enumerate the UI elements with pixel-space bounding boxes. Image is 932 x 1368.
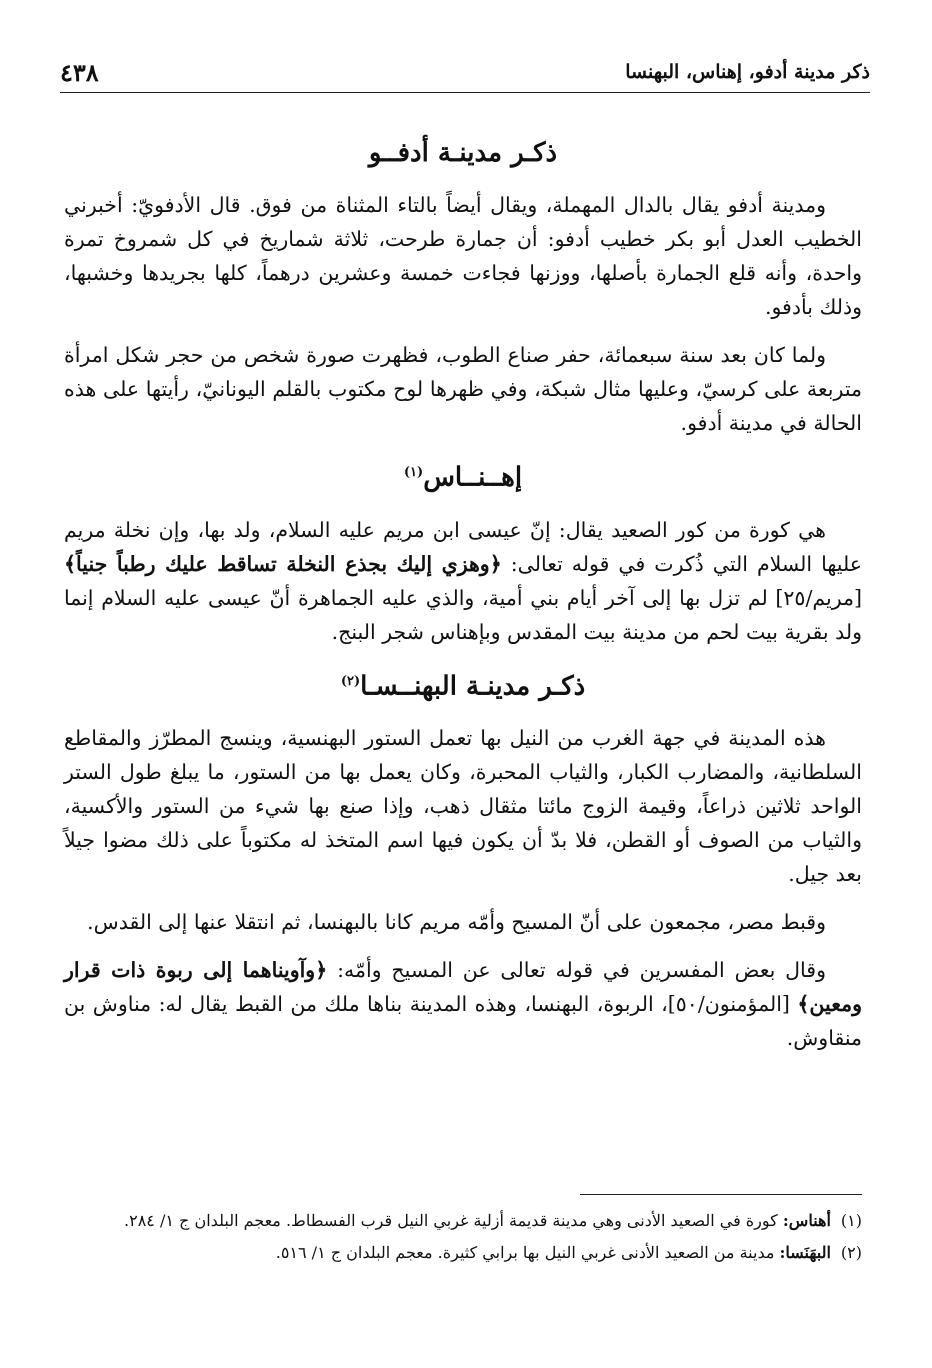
page-number: ٤٣٨ (60, 57, 99, 87)
paragraph-text: وقبط مصر، مجمعون على أنّ المسيح وأمّه مريم كانا بالبهنسا، ثم انتقلا عنها إلى القدس. (87, 910, 826, 935)
footnote-number: (٢) (840, 1243, 862, 1262)
footnotes (64, 1206, 862, 1270)
page-header (60, 52, 870, 93)
section-heading-text: إهــنــاس (423, 462, 523, 493)
paragraph-text: وقال بعض المفسرين في قوله تعالى عن المسيح وأمّه: (327, 958, 826, 983)
footnote-marker: (١) (403, 465, 424, 480)
paragraph (64, 905, 862, 939)
footnote-term: البهَنَسا: (779, 1243, 831, 1262)
paragraph (64, 953, 862, 1055)
paragraph (64, 721, 862, 891)
section-heading-text: ذكـر مدينـة أدفــو (368, 138, 558, 168)
footnote-text (64, 1206, 831, 1236)
section-heading-text: ذكـر مدينـة البهنــسـا (360, 671, 586, 702)
section-heading (64, 454, 862, 497)
footnote (64, 1238, 862, 1268)
footnote-body: كورة في الصعيد الأدنى وهي مدينة قديمة أزلية غربي النيل قرب الفسطاط. معجم البلدان ج ١/ ٢٨٤. (124, 1211, 783, 1230)
paragraph-text: هذه المدينة في جهة الغرب من النيل بها تعمل الستور البهنسية، وينسج المطرّز والمقاطع السلطانية، والمضارب الكبار، والثياب المحبرة، وكان يعمل بها من الستور، ما يبلغ طول الستر الواحد ثلاثين ذراعاً، وقيمة الزوج مائتا مثقال ذهب، وإذا صنع بها شيء من الستور والأكسية، والثياب من الصوف أو القطن، فلا بدّ أن يكون فيها اسم المتخذ له مكتوباً على ذلك مضوا جيلاً بعد جيل. (64, 726, 862, 887)
paragraph-text: هي كورة من كور الصعيد يقال: إنّ عيسى ابن مريم عليه السلام، ولد بها، وإن نخلة مريم عليها السلام التي ذُكرت في قوله تعالى: (64, 517, 862, 576)
quran-quote: ﴿وهزي إليك بجذع النخلة تساقط عليك رطباً جنياً﴾ (64, 551, 502, 576)
section-heading (64, 134, 862, 172)
quran-quote: ﴿وآويناهما إلى ربوة ذات قرار ومعين﴾ (64, 958, 862, 1017)
footnote-term: أهناس: (782, 1211, 831, 1230)
section-heading (64, 663, 862, 706)
footnote-number: (١) (840, 1211, 862, 1230)
footnote-body: مدينة من الصعيد الأدنى غربي النيل بها برابي كثيرة. معجم البلدان ج ١/ ٥١٦. (275, 1243, 780, 1262)
paragraph (64, 513, 862, 649)
footnote-divider (580, 1194, 862, 1195)
paragraph (64, 188, 862, 324)
paragraph (64, 338, 862, 440)
paragraph-text: ولما كان بعد سنة سبعمائة، حفر صناع الطوب، فظهرت صورة شخص من حجر شكل امرأة متربعة على كرسيّ، وعليها مثال شبكة، وفي ظهرها لوح مكتوب بالقلم اليونانيّ، رأيتها على هذه الحالة في مدينة أدفو. (64, 343, 862, 435)
footnote (64, 1206, 862, 1236)
paragraph-text: [مريم/٢٥] لم تزل بها إلى آخر أيام بني أمية، والذي عليه الجماهرة أنّ عيسى عليه السلام إنما ولد بقرية بيت لحم من مدينة بيت المقدس وبإهناس شجر البنج. (64, 585, 862, 644)
page-body (64, 120, 862, 1069)
paragraph-text: ومدينة أدفو يقال بالدال المهملة، ويقال أيضاً بالتاء المثناة من فوق. قال الأدفويّ: أخبرني الخطيب العدل أبو بكر خطيب أدفو: أن جمارة طرحت، ثلاثة شماريخ في كل شمروخ تمرة واحدة، وأنه قلع الجمارة بأصلها، ووزنها فجاءت خمسة وعشرين درهماً، كلها بجريدها وخشبها، وذلك بأدفو. (64, 193, 862, 319)
footnote-text (64, 1238, 831, 1268)
footnote-marker: (٢) (340, 673, 361, 689)
running-title: ذكر مدينة أدفو، إهناس، البهنسا (625, 61, 870, 83)
paragraph-text: [المؤمنون/٥٠]، الربوة، البهنسا، وهذه المدينة بناها ملك من القبط يقال له: مناوش بن منقاوش. (64, 992, 862, 1051)
